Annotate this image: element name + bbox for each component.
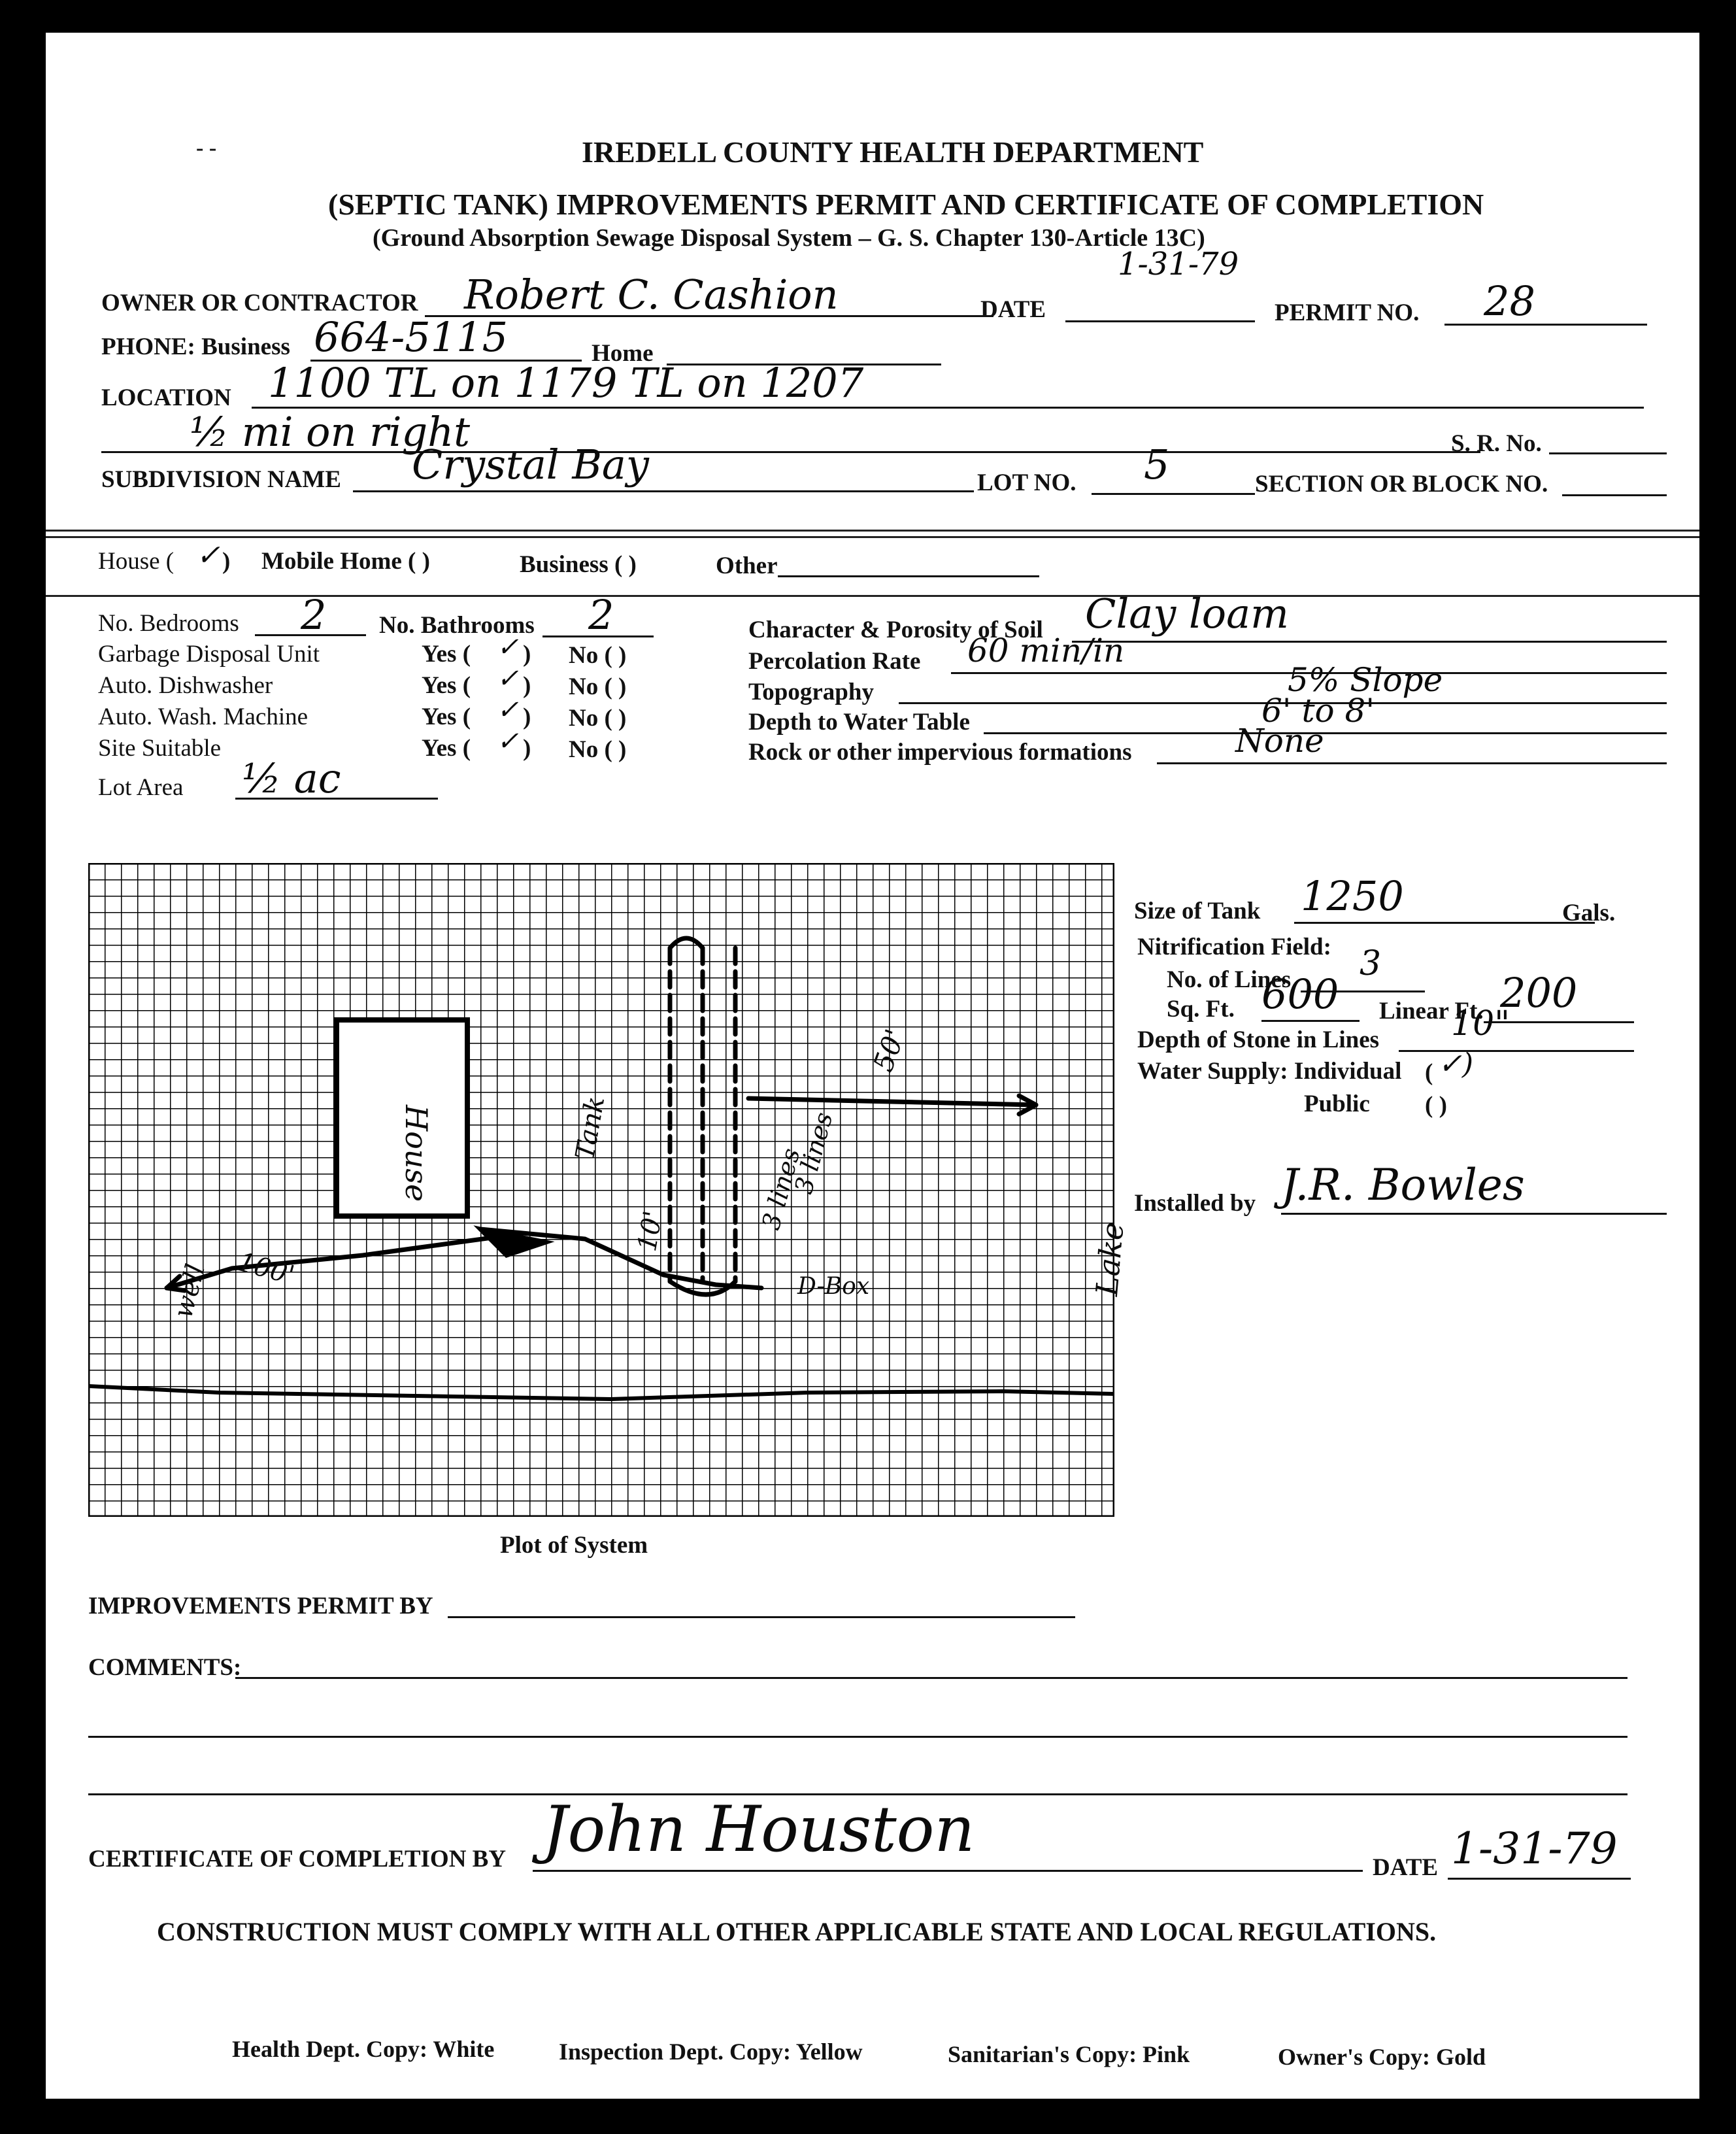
plot-well-dist: 100' [234,1247,298,1291]
cert-date-value: 1-31-79 [1451,1823,1618,1874]
water-supply-label: Water Supply: Individual [1137,1058,1402,1085]
topography-label: Topography [748,679,874,705]
permit-no-value: 28 [1484,277,1535,325]
bathrooms-label: No. Bathrooms [379,612,535,639]
bedrooms-value: 2 [301,591,327,639]
sqft-label: Sq. Ft. [1167,996,1235,1023]
copy-pink: Sanitarian's Copy: Pink [948,2041,1190,2067]
subdivision-value: Crystal Bay [412,441,649,488]
wash-check: ✓ [497,695,519,725]
water-table-value: 6' to 8' [1261,692,1375,730]
rock-label: Rock or other impervious formations [748,739,1132,766]
sr-no-label: S. R. No. [1451,430,1542,457]
garbage-check: ✓ [497,632,519,662]
plot-lake-dist: 50' [867,1025,912,1076]
linear-ft-label: Linear Ft. [1379,998,1484,1025]
lot-area-label: Lot Area [98,774,184,801]
plot-grid [88,863,1114,1517]
lines-label: No. of Lines [1167,966,1292,993]
lot-no-value: 5 [1144,441,1170,488]
rock-value: None [1235,722,1324,760]
perc-label: Percolation Rate [748,648,921,675]
phone-home-label: Home [592,340,654,367]
certificate-signature: John Houston [542,1793,975,1866]
public-option: ( ) [1425,1092,1447,1119]
phone-business-value: 664-5115 [314,313,509,361]
bathrooms-value: 2 [588,591,614,639]
wash-yes: Yes ( [422,703,471,730]
garbage-yes: Yes ( [422,641,471,668]
dishwasher-yes: Yes ( [422,672,471,699]
site-yes-close: ) [523,735,531,762]
wash-yes-close: ) [523,703,531,730]
date-value: 1-31-79 [1118,246,1239,282]
permit-by-label: IMPROVEMENTS PERMIT BY [88,1593,433,1619]
form-title: (SEPTIC TANK) IMPROVEMENTS PERMIT AND CERTIFICATE OF COMPLETION [328,188,1484,221]
comments-label: COMMENTS: [88,1654,242,1681]
copy-yellow: Inspection Dept. Copy: Yellow [559,2039,863,2065]
cert-date-label: DATE [1373,1854,1439,1881]
plot-field-spacing: 3 lines [756,1145,806,1233]
dishwasher-label: Auto. Dishwasher [98,672,273,699]
perc-value: 60 min/in [967,632,1125,669]
lot-area-value: ½ ac [242,754,341,802]
plot-outlet-note: D-Box [797,1273,870,1300]
soil-value: Clay loam [1085,590,1289,637]
gals-label: Gals. [1562,900,1616,926]
department-title: IREDELL COUNTY HEALTH DEPARTMENT [582,135,1204,169]
location-line2: ½ mi on right [190,408,471,456]
section-block-label: SECTION OR BLOCK NO. [1255,471,1548,498]
house-label: House ( [98,548,175,575]
compliance-notice: CONSTRUCTION MUST COMPLY WITH ALL OTHER APPLICABLE STATE AND LOCAL REGULATIONS. [157,1917,1437,1946]
site-suitable-label: Site Suitable [98,735,222,762]
water-supply-individual: ( [1425,1059,1433,1086]
dishwasher-yes-close: ) [523,672,531,699]
nitrification-label: Nitrification Field: [1137,934,1331,960]
wash-no: No ( ) [569,705,627,732]
water-table-label: Depth to Water Table [748,709,970,736]
tank-size-value: 1250 [1301,872,1404,920]
plot-house-note: House [399,1105,434,1202]
lines-value: 3 [1360,944,1382,983]
date-label: DATE [980,296,1046,323]
copy-white: Health Dept. Copy: White [232,2036,495,2062]
form-subtitle: (Ground Absorption Sewage Disposal System – G. S. Chapter 130-Article 13C) [373,224,1205,252]
water-supply-check: ✓) [1438,1047,1474,1081]
plot-caption: Plot of System [500,1532,648,1559]
copy-gold: Owner's Copy: Gold [1278,2044,1486,2070]
corner-mark: - - [196,136,217,160]
stone-depth-value: 10" [1451,1004,1511,1043]
certificate-label: CERTIFICATE OF COMPLETION BY [88,1846,507,1872]
plot-field-length: 3 lines [789,1109,839,1197]
plot-well-note: well [168,1261,212,1322]
site-no: No ( ) [569,736,627,763]
permit-no-label: PERMIT NO. [1275,299,1420,326]
plot-lake-note: Lake [1089,1221,1131,1298]
installed-by-label: Installed by [1134,1190,1256,1217]
topography-value: 5% Slope [1288,661,1443,699]
public-label: Public [1304,1091,1370,1117]
location-line1: 1100 TL on 1179 TL on 1207 [268,359,864,407]
owner-value: Robert C. Cashion [464,271,839,318]
garbage-yes-close: ) [523,641,531,668]
dishwasher-check: ✓ [497,664,519,694]
mobile-home-label: Mobile Home ( ) [261,548,430,575]
location-label: LOCATION [101,384,231,411]
phone-business-label: PHONE: Business [101,333,290,360]
plot-tank-dist: 10' [632,1208,669,1254]
business-type-label: Business ( ) [520,551,637,578]
stone-depth-label: Depth of Stone in Lines [1137,1026,1380,1053]
installed-by-value: J.R. Bowles [1281,1160,1525,1210]
tank-size-label: Size of Tank [1134,898,1261,924]
bedrooms-label: No. Bedrooms [98,610,239,637]
wash-machine-label: Auto. Wash. Machine [98,703,309,730]
dishwasher-no: No ( ) [569,673,627,700]
linear-ft-value: 200 [1500,969,1578,1017]
owner-label: OWNER OR CONTRACTOR [101,290,418,316]
soil-label: Character & Porosity of Soil [748,617,1043,643]
house-check: ✓ [196,539,220,572]
house-paren: ) [222,548,231,575]
lot-no-label: LOT NO. [977,469,1077,496]
garbage-no: No ( ) [569,642,627,669]
sqft-value: 600 [1261,970,1339,1018]
garbage-label: Garbage Disposal Unit [98,641,320,668]
plot-tank-note: Tank [570,1094,611,1162]
permit-form [46,33,1699,2099]
subdivision-label: SUBDIVISION NAME [101,466,341,493]
other-label: Other [716,552,778,579]
site-yes: Yes ( [422,735,471,762]
site-check: ✓ [497,726,519,756]
